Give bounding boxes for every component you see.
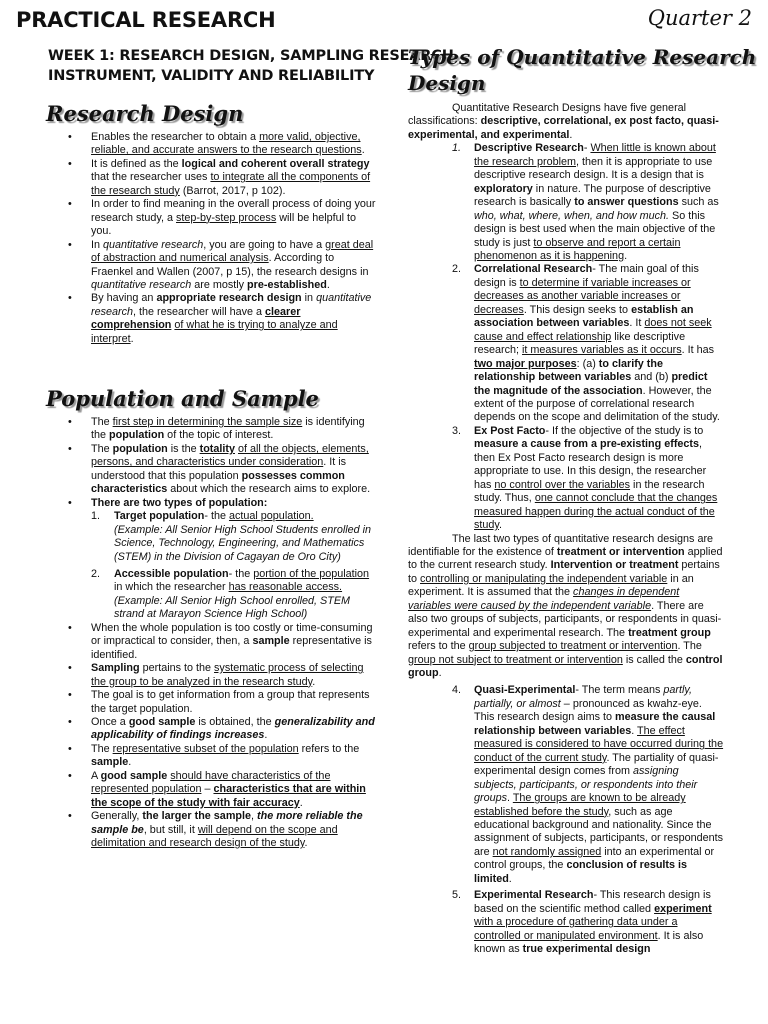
population-list	[46, 416, 376, 851]
left-column-population	[46, 416, 376, 851]
list-item: • When the whole population is too costly or time-consuming or impractical to consider, then, a sample representative is identified.	[46, 622, 376, 662]
list-item: 4. Quasi-Experimental- The term means partly, partially, or almost – pronounced as kwahz-eye. This research design aims to measure the causal relationship between variables. The effect measured is considered to have occurred during the conduct of the current study. The partiality of quasi-experimental design comes from assigning subjects, participants, or respondents into their groups. The groups are known to be already established before the study, such as age educational background and nationality. Since the assignment of subjects, participants, or respondents are not randomly assigned into an experimental or control groups, the conclusion of results is limited.	[452, 684, 724, 885]
list-item: • By having an appropriate research design in quantitative research, the researcher will have a clearer comprehension of what he is trying to analyze and interpret.	[46, 292, 376, 346]
list-item: 1. Target population- the actual population. (Example: All Senior High School Students enrolled in Science, Technology, Engineering, and Mathematics (STEM) in the Division of Cagayan de Oro City)	[91, 510, 372, 563]
treatment-paragraph: The last two types of quantitative research designs are identifiable for the existence of treatment or intervention applied to the current research study. Intervention or treatment pertains to controlling or manipulating the independent variable in an experiment. It is assumed that the changes in dependent variables were caused by the independent variable. There are also two groups of subjects, participants, or respondents in quasi-experimental and experimental research. The treatment group refers to the group subjected to treatment or intervention. The group not subject to treatment or intervention is called the control group.	[408, 532, 723, 680]
week-title-line2: INSTRUMENT, VALIDITY AND RELIABILITY	[48, 68, 375, 84]
list-item: 3. Ex Post Facto- If the objective of the study is to measure a cause from a pre-existing effects, then Ex Post Facto research design is more appropriate to use. In this design, the researcher has no control over the variables in the research study. Thus, one cannot conclude that the changes measured happen during the actual conduct of the study.	[452, 424, 718, 532]
list-item: • A good sample should have characteristics of the represented population – characteristics that are within the scope of the study with fair accuracy.	[46, 770, 376, 810]
week-title	[48, 46, 454, 86]
list-item: • The population is the totality of all the objects, elements, persons, and characteristics under consideration. It is understood that this population possesses common characteristics about which the research aims to explore.	[46, 443, 376, 497]
list-item: • There are two types of population: 1. Target population- the actual population. (Example: All Senior High School Students enrolled in Science, Technology, Engineering, and Mathematics (STEM) in the Division of Cagayan de Oro City) 2. Accessible population- the portion of the population in which the researcher has reasonable access. (Example: All Senior High School enrolled, STEM strand at Marayon Science High School)	[46, 497, 376, 622]
quantitative-design-heading-line2: Design	[408, 71, 486, 95]
quantitative-design-heading-line1: Types of Quantitative Research	[408, 45, 757, 69]
list-item: • Enables the researcher to obtain a more valid, objective, reliable, and accurate answers to the research questions.	[46, 131, 376, 158]
list-item: • Sampling pertains to the systematic process of selecting the group to be analyzed in the research study.	[46, 662, 376, 689]
population-sample-heading: Population and Sample	[46, 386, 319, 411]
population-types-list	[69, 510, 376, 622]
list-item: • It is defined as the logical and coherent overall strategy that the researcher uses to integrate all the components of the research study (Barrot, 2017, p 102).	[46, 158, 376, 198]
quarter-label: Quarter 2	[647, 6, 752, 30]
intro-paragraph: Quantitative Research Designs have five general classifications: descriptive, correlational, ex post facto, quasi-experimental, and experimental.	[408, 102, 719, 141]
left-column-design	[46, 131, 376, 346]
list-item: • The first step in determining the sample size is identifying the population of the topic of interest.	[46, 416, 376, 443]
week-title-line1: WEEK 1: RESEARCH DESIGN, SAMPLING RESEARCH	[48, 48, 454, 64]
list-item: • Once a good sample is obtained, the generalizability and applicability of findings increases.	[46, 716, 376, 743]
list-item: 5. Experimental Research- This research design is based on the scientific method called experiment with a procedure of gathering data under a controlled or manipulated environment. It is also known as true experimental design	[452, 889, 712, 956]
list-item: 2. Accessible population- the portion of the population in which the researcher has reasonable access. (Example: All Senior High School enrolled, STEM strand at Marayon Science High School)	[91, 567, 370, 621]
list-item: • Generally, the larger the sample, the more reliable the sample be, but still, it will depend on the scope and delimitation and research design of the study.	[46, 810, 376, 850]
list-item: 2. Correlational Research- The main goal of this design is to determine if variable increases or decreases as another variable increases or decreases. This design seeks to establish an association between variables. It does not seek cause and effect relationship like descriptive research; it measures variables as it occurs. It has two major purposes: (a) to clarify the relationship between variables and (b) predict the magnitude of the association. However, the extent of the purpose of correlational research depends on the scope and delimitation of the study.	[452, 263, 720, 424]
design-types-list-a	[408, 142, 724, 532]
list-item: • In order to find meaning in the overall process of doing your research study, a step-by-step process will be helpful to you.	[46, 198, 376, 238]
list-item: • The representative subset of the population refers to the sample.	[46, 743, 376, 770]
list-item: • The goal is to get information from a group that represents the target population.	[46, 689, 376, 716]
design-types-list-b	[408, 684, 724, 956]
list-item: 1. Descriptive Research- When little is known about the research problem, then it is appropriate to use descriptive research design. It is a design that is exploratory in nature. The purpose of descriptive research is basically to answer questions such as who, what, where, when, and how much. So this design is best used when the main objective of the study is just to observe and report a certain phenomenon as it is happening.	[452, 142, 719, 262]
list-item: • In quantitative research, you are going to have a great deal of abstraction and numerical analysis. According to Fraenkel and Wallen (2007, p 15), the research designs in quantitative research are mostly pre-established.	[46, 239, 376, 293]
research-design-list	[46, 131, 376, 346]
research-design-heading: Research Design	[46, 101, 244, 126]
right-column-types	[408, 102, 724, 957]
document-title: PRACTICAL RESEARCH	[16, 8, 276, 32]
quantitative-design-heading	[408, 44, 756, 96]
